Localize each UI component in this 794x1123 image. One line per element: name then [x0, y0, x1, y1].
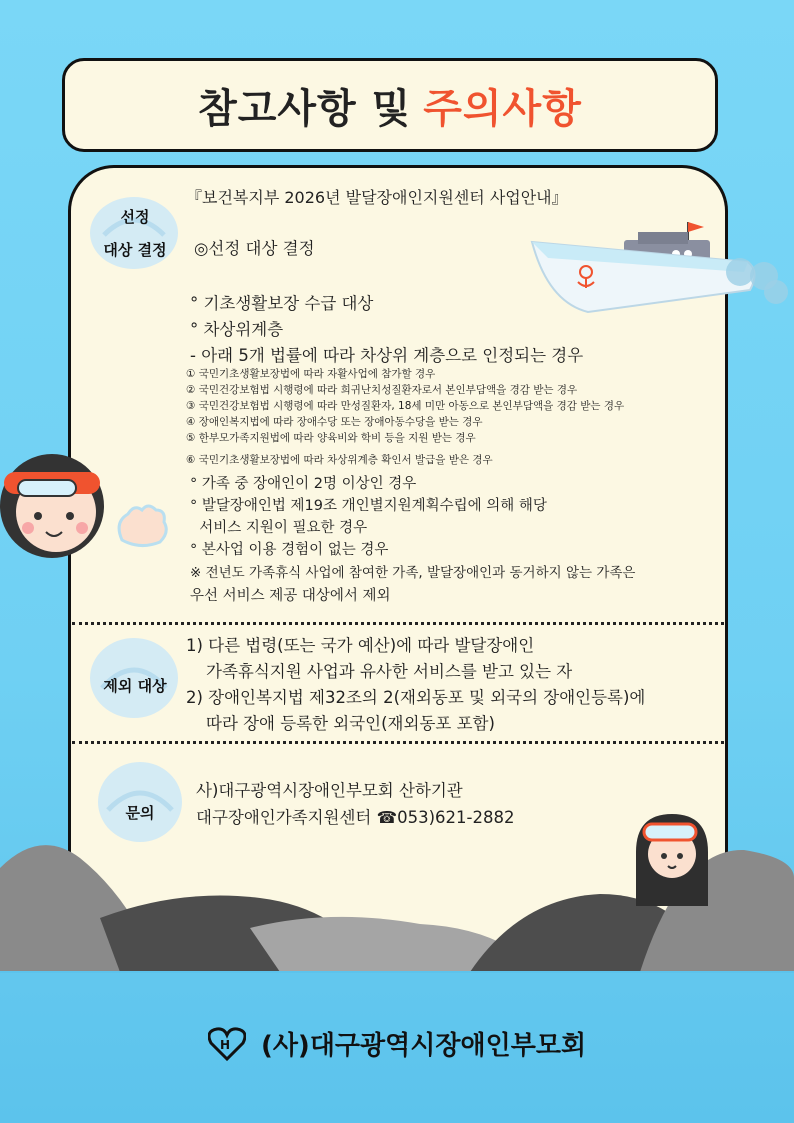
exclude-4: 따라 장애 등록한 외국인(재외동포 포함): [206, 714, 495, 733]
law-4: ④ 장애인복지법에 따라 장애수당 또는 장애아동수당을 받는 경우: [186, 416, 483, 428]
source-line: 『보건복지부 2026년 발달장애인지원센터 사업안내』: [186, 188, 568, 207]
diver-icon: [630, 812, 714, 906]
exclude-1: 1) 다른 법령(또는 국가 예산)에 따라 발달장애인: [186, 636, 535, 655]
svg-text:H: H: [219, 1037, 230, 1052]
section2-label: 제외 대상: [103, 677, 167, 695]
criteria-2: ° 차상위계층: [190, 320, 284, 339]
footer-org: (사)대구광역시장애인부모회: [260, 1031, 587, 1061]
extra-3: 서비스 지원이 필요한 경우: [190, 520, 368, 536]
law-1: ① 국민기초생활보장법에 따라 자활사업에 참가할 경우: [186, 368, 436, 380]
section-divider: [72, 741, 724, 744]
title-main: 참고사항 및: [198, 85, 412, 132]
section1-label-line2: 대상 결정: [103, 241, 167, 259]
criteria-3: - 아래 5개 법률에 따라 차상위 계층으로 인정되는 경우: [190, 346, 584, 365]
boat-icon: [528, 212, 790, 324]
hand-wave-icon: [112, 500, 172, 550]
section1-label-line1: 선정: [120, 208, 150, 226]
exclude-2: 가족휴식지원 사업과 유사한 서비스를 받고 있는 자: [206, 662, 573, 681]
page-title: [62, 58, 718, 152]
criteria-1: ° 기초생활보장 수급 대상: [190, 294, 374, 313]
footer: [0, 1025, 794, 1062]
extra-4: ° 본사업 이용 경험이 없는 경우: [190, 542, 389, 558]
diver-face-icon: [0, 446, 112, 562]
extra-6: 우선 서비스 제공 대상에서 제외: [190, 588, 391, 604]
logo-icon: [208, 1027, 246, 1061]
contact-center: 대구장애인가족지원센터 ☎053)621-2882: [196, 808, 515, 827]
extra-2: ° 발달장애인법 제19조 개인별지원계획수립에 의해 해당: [190, 498, 547, 514]
law-2: ② 국민건강보험법 시행령에 따라 희귀난치성질환자로서 본인부담액을 경감 받는 경우: [186, 384, 578, 396]
swirl-icon: [92, 752, 188, 848]
extra-1: ° 가족 중 장애인이 2명 이상인 경우: [190, 476, 417, 492]
section-divider: [72, 622, 724, 625]
section1-label: [80, 206, 190, 260]
law-3: ③ 국민건강보험법 시행령에 따라 만성질환자, 18세 미만 아동으로 본인부담액을 경감 받는 경우: [186, 400, 625, 412]
law-6: ⑥ 국민기초생활보장법에 따라 차상위계층 확인서 발급을 받은 경우: [186, 454, 493, 466]
section1-heading: ◎선정 대상 결정: [194, 239, 315, 258]
title-accent: 주의사항: [423, 85, 582, 132]
extra-5: ※ 전년도 가족휴식 사업에 참여한 가족, 발달장애인과 동거하지 않는 가족은: [190, 565, 636, 581]
law-5: ⑤ 한부모가족지원법에 따라 양육비와 학비 등을 지원 받는 경우: [186, 432, 476, 444]
section3-label: 문의: [125, 804, 155, 822]
contact-org: 사)대구광역시장애인부모회 산하기관: [196, 781, 463, 800]
exclude-3: 2) 장애인복지법 제32조의 2(재외동포 및 외국의 장애인등록)에: [186, 688, 646, 707]
